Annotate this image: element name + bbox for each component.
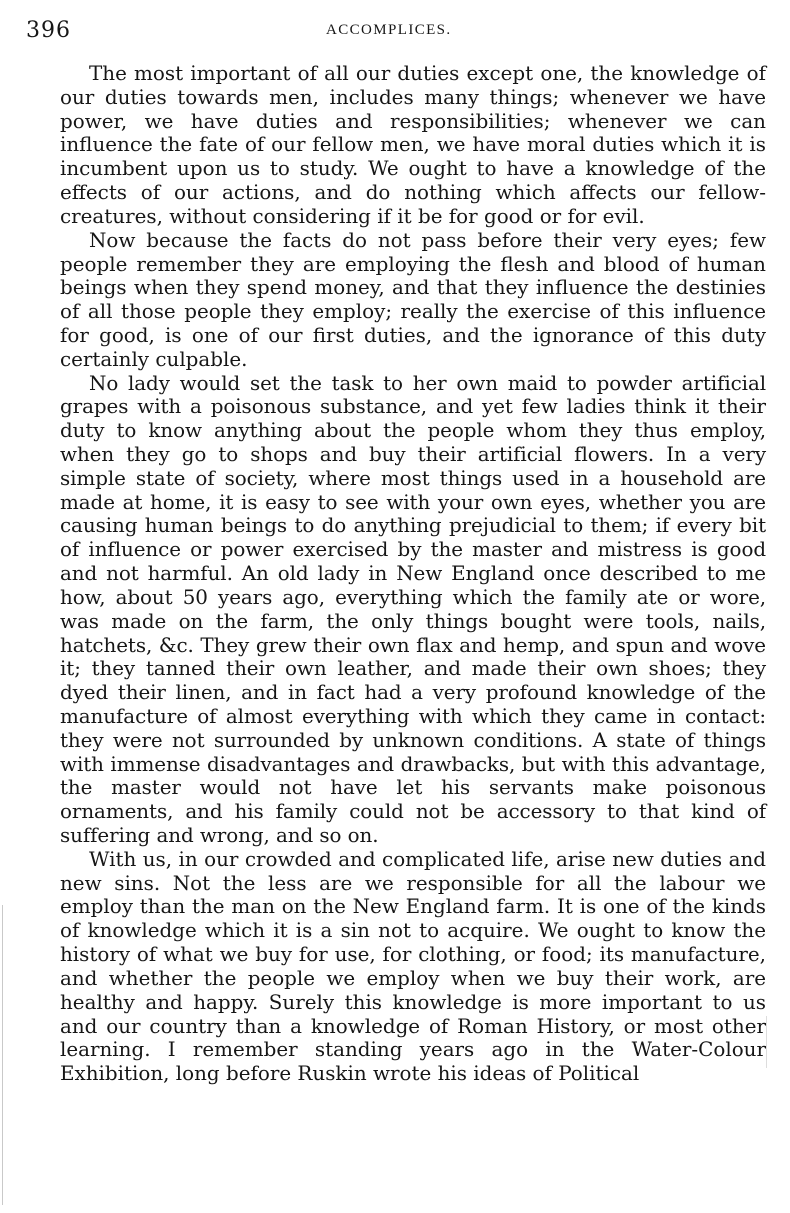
paragraph-lady: No lady would set the task to her own maid to powder artificial grapes with a poisonous substance, and yet few ladies think it their duty to know anything about the people whom they thus employ, when they go to shops and buy their artificial flowers. In a very simple state of society, where most things used in a household are made at home, it is easy to see with your own eyes, whether you are causing human beings to do anything prejudicial to them; if every bit of influence or power exercised by the master and mistress is good and not harmful. An old lady in New England once described to me how, about 50 years ago, everything which the family ate or wore, was made on the farm, the only things bought were tools, nails, hatchets, &c. They grew their own flax and hemp, and spun and wove it; they tanned their own leather, and made their own shoes; they dyed their linen, and in fact had a very profound knowledge of the manufacture of almost everything with which they came in contact: they were not surrounded by unknown conditions. A state of things with immense disadvantages and drawbacks, but with this advantage, the master would not have let his servants make poisonous ornaments, and his family could not be accessory to that kind of suffering and wrong, and so on. [60,371,766,847]
page-header [26,18,762,48]
scan-margin-mark [766,1016,767,1068]
body-text [60,62,766,1086]
scan-edge-line [2,905,3,1205]
paragraph-crowded-life: With us, in our crowded and complicated life, arise new duties and new sins. Not the less are we responsible for all the labour we employ than the man on the New England farm. It is one of the kinds of knowledge which it is a sin not to acquire. We ought to know the history of what we buy for use, for clothing, or food; its manufacture, and whether the people we employ when we buy their work, are healthy and happy. Surely this knowledge is more important to us and our country than a knowledge of Roman History, or most other learning. I remember standing years ago in the Water-Colour Exhibition, long before Ruskin wrote his ideas of Political [60,847,766,1086]
paragraph-duties: The most important of all our duties except one, the knowledge of our duties towards men, includes many things; whenever we have power, we have duties and responsibilities; whenever we can influence the fate of our fellow men, we have moral duties which it is incumbent upon us to study. We ought to have a knowledge of the effects of our actions, and do nothing which affects our fellow-creatures, without considering if it be for good or for evil. [60,62,766,228]
running-title: ACCOMPLICES. [326,22,452,38]
page-number: 396 [26,18,71,43]
paragraph-facts: Now because the facts do not pass before their very eyes; few people remember they are employing the flesh and blood of human beings when they spend money, and that they influence the destinies of all those people they employ; really the exercise of this influence for good, is one of our first duties, and the ignorance of this duty certainly culpable. [60,228,766,371]
